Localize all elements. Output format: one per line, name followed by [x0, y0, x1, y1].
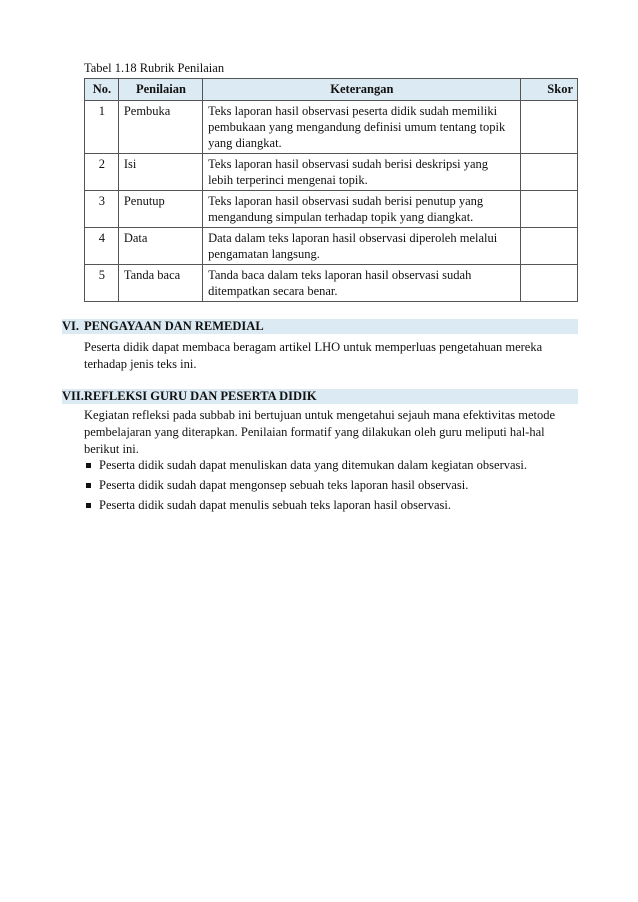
- list-item-text: Peserta didik sudah dapat menulis sebuah teks laporan hasil observasi.: [99, 498, 452, 512]
- table-row: [85, 265, 578, 302]
- rubric-table: [84, 78, 578, 302]
- bullet-square-icon: [86, 503, 91, 508]
- cell-penilaian: Tanda baca: [118, 265, 202, 302]
- section-paragraph: Kegiatan refleksi pada subbab ini bertujuan untuk mengetahui sejauh mana efektivitas metode pembelajaran yang diterapkan. Penilaian formatif yang dilakukan oleh guru meliputi hal-hal berikut ini.: [84, 408, 556, 456]
- header-skor: Skor: [520, 79, 577, 101]
- cell-skor: [520, 228, 577, 265]
- list-item-text: Peserta didik sudah dapat menuliskan data yang ditemukan dalam kegiatan observasi.: [99, 458, 528, 472]
- list-item: [84, 477, 578, 494]
- list-item-text: Peserta didik sudah dapat mengonsep sebuah teks laporan hasil observasi.: [99, 478, 469, 492]
- cell-penilaian: Data: [118, 228, 202, 265]
- table-row: [85, 154, 578, 191]
- bullet-square-icon: [86, 483, 91, 488]
- cell-skor: [520, 265, 577, 302]
- table-row: [85, 228, 578, 265]
- cell-no: 5: [85, 265, 119, 302]
- cell-skor: [520, 191, 577, 228]
- section-paragraph: Peserta didik dapat membaca beragam artikel LHO untuk memperluas pengetahuan mereka terhadap jenis teks ini.: [84, 340, 543, 371]
- table-row: [85, 101, 578, 154]
- cell-no: 3: [85, 191, 119, 228]
- bullet-square-icon: [86, 463, 91, 468]
- section-title: PENGAYAAN DAN REMEDIAL: [84, 319, 264, 333]
- section-number: VI.: [62, 319, 80, 333]
- list-item: [84, 497, 578, 514]
- bullet-list: [84, 457, 578, 517]
- cell-keterangan: Teks laporan hasil observasi sudah berisi penutup yang mengandung simpulan terhadap topik yang diangkat.: [203, 191, 521, 228]
- cell-penilaian: Pembuka: [118, 101, 202, 154]
- table-caption: Tabel 1.18 Rubrik Penilaian: [84, 61, 225, 75]
- cell-keterangan: Teks laporan hasil observasi peserta didik sudah memiliki pembukaan yang mengandung definisi umum tentang topik yang diangkat.: [203, 101, 521, 154]
- cell-no: 4: [85, 228, 119, 265]
- cell-keterangan: Teks laporan hasil observasi sudah berisi deskripsi yang lebih terperinci mengenai topik.: [203, 154, 521, 191]
- cell-no: 2: [85, 154, 119, 191]
- cell-no: 1: [85, 101, 119, 154]
- header-no: No.: [85, 79, 119, 101]
- table-row: [85, 191, 578, 228]
- list-item: [84, 457, 578, 474]
- cell-penilaian: Isi: [118, 154, 202, 191]
- cell-skor: [520, 101, 577, 154]
- section-title: REFLEKSI GURU DAN PESERTA DIDIK: [83, 389, 317, 403]
- cell-keterangan: Tanda baca dalam teks laporan hasil observasi sudah ditempatkan secara benar.: [203, 265, 521, 302]
- cell-keterangan: Data dalam teks laporan hasil observasi diperoleh melalui pengamatan langsung.: [203, 228, 521, 265]
- header-penilaian: Penilaian: [118, 79, 202, 101]
- section-heading-refleksi: [62, 389, 578, 404]
- cell-penilaian: Penutup: [118, 191, 202, 228]
- section-heading-pengayaan: [62, 319, 578, 334]
- header-keterangan: Keterangan: [203, 79, 521, 101]
- section-number: VII.: [62, 389, 84, 403]
- table-header-row: [85, 79, 578, 101]
- cell-skor: [520, 154, 577, 191]
